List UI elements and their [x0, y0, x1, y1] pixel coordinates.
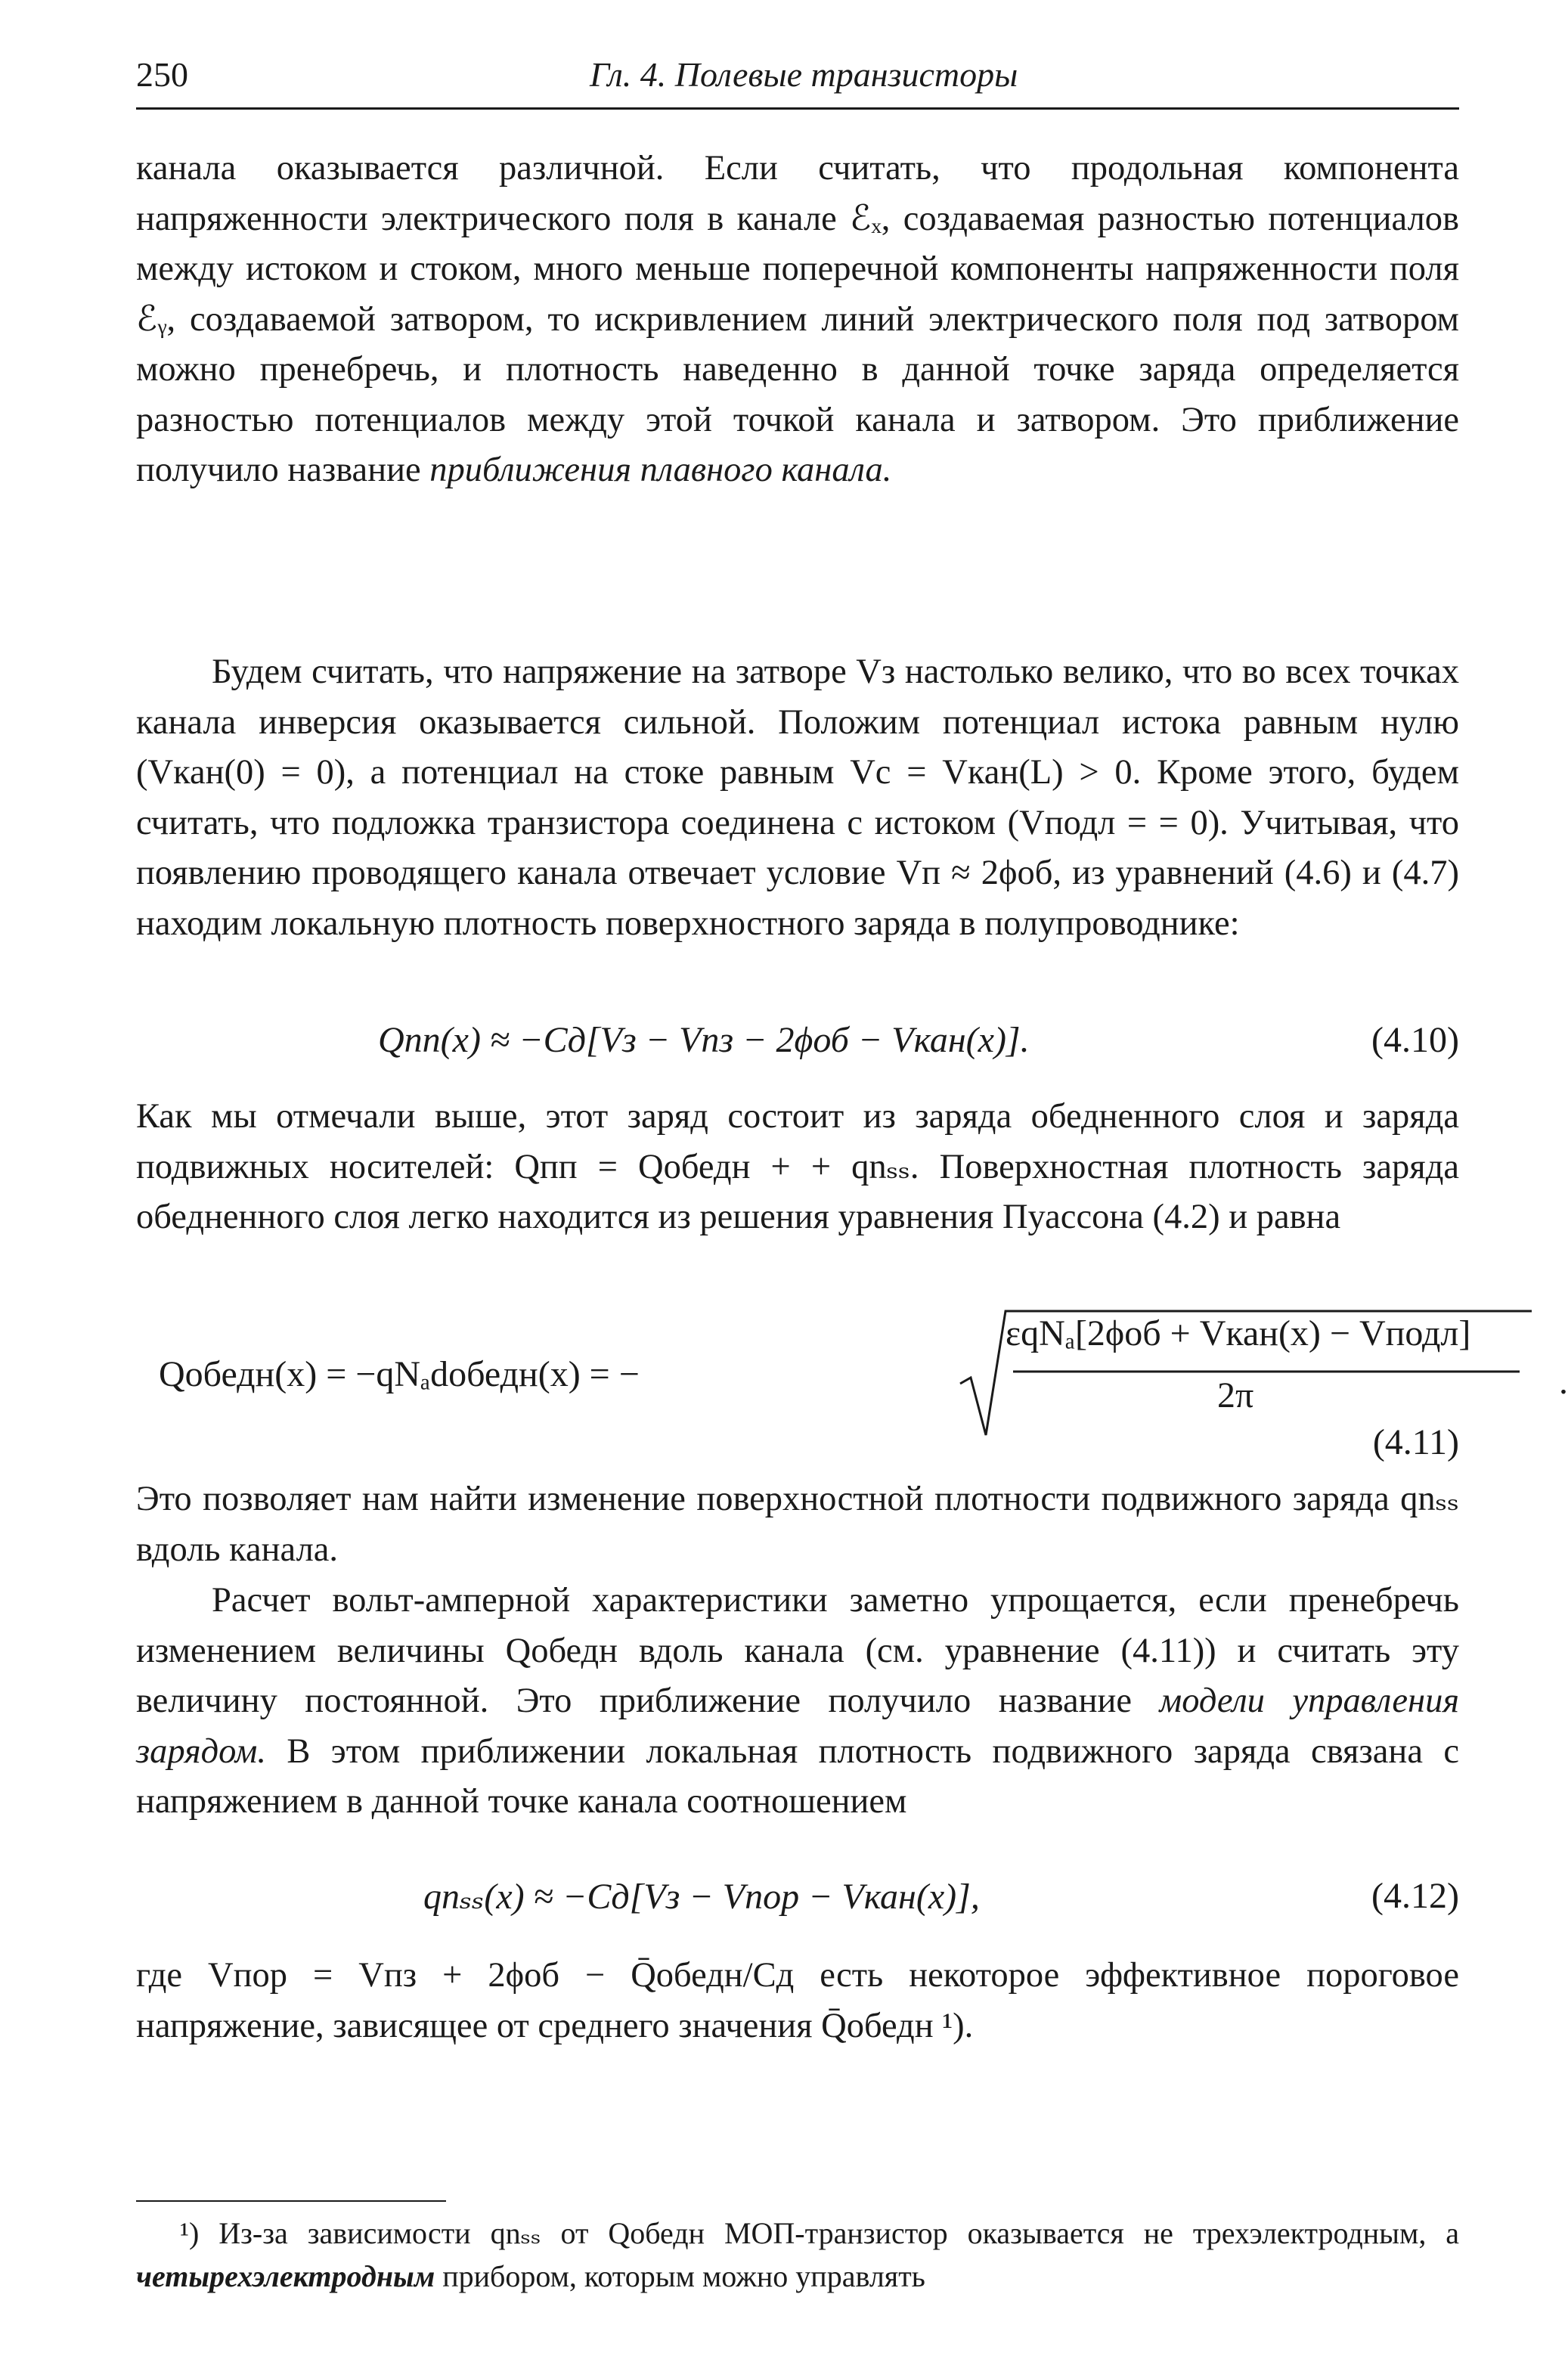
equation-4-12-body: qnₛₛ(x) ≈ −Cд[Vз − Vпор − Vкан(x)], — [423, 1877, 980, 1917]
paragraph-5-text-after: В этом приближении локальная плотность подвижного заряда связана с напряжением в данной точке канала соотношением — [136, 1731, 1460, 1821]
equation-4-11 — [136, 1308, 1568, 1462]
equation-4-10 — [136, 1019, 1459, 1069]
paragraph-5-text: Расчет вольт-амперной характеристики заметно упрощается, если пренебречь изменением величины Qобедн вдоль канала (см. уравнение (4.11)) и считать эту величину постоянной. Это приближение получило название — [136, 1581, 1459, 1720]
equation-4-12-number: (4.12) — [1371, 1876, 1459, 1916]
running-title: Гл. 4. Полевые транзисторы — [590, 55, 1018, 94]
paragraph-4 — [136, 1474, 1459, 1575]
paragraph-1 — [136, 144, 1459, 647]
footnote-italic: четырехэлектродным — [136, 2259, 435, 2293]
page-number: 250 — [136, 55, 188, 94]
equation-4-11-lhs: Qобедн(x) = −qNₐdобедн(x) = − — [159, 1354, 640, 1394]
footnote-separator — [136, 2200, 446, 2202]
paragraph-6 — [136, 1951, 1459, 2051]
footnote-text-after: прибором, которым можно управлять — [442, 2259, 925, 2293]
equation-4-12 — [136, 1875, 1459, 1925]
paragraph-4-text: Это позволяет нам найти изменение поверхностной плотности подвижного заряда qnₛₛ вдоль канала. — [136, 1480, 1459, 1569]
paragraph-1-italic: приближения плавного канала. — [429, 451, 892, 489]
paragraph-3-text: Как мы отмечали выше, этот заряд состоит из заряда обедненного слоя и заряда подвижных носителей: Qпп = Qобедн + + qnₛₛ. Поверхностная плотность заряда обедненного слоя легко находится из решения уравнения Пуассона (4.2) и равна — [136, 1097, 1459, 1236]
equation-4-11-numerator: εqNₐ[2ϕоб + Vкан(x) − Vподл] — [1006, 1313, 1471, 1353]
footnote-text: ¹) Из-за зависимости qnₛₛ от Qобедн МОП-транзистор оказывается не трехэлектродным, а — [180, 2216, 1459, 2250]
paragraph-3 — [136, 1092, 1459, 1243]
equation-4-10-number: (4.10) — [1371, 1020, 1459, 1060]
equation-4-11-fraction — [960, 1308, 1535, 1437]
paragraph-5-italic: модели управления зарядом. — [136, 1682, 1459, 1771]
equation-4-10-body: Qпп(x) ≈ −Cд[Vз − Vпз − 2ϕоб − Vкан(x)]. — [378, 1020, 1030, 1060]
paragraph-5 — [136, 1576, 1459, 1828]
page-header — [136, 54, 1459, 110]
paragraph-1-text: канала оказывается различной. Если считать, что продольная компонента напряженности электрического поля в канале ℰₓ, создаваемая разностью потенциалов между истоком и стоком, много меньше поперечной компоненты напряженности поля ℰᵧ, создаваемой затвором, то искривлением линий электрического поля под затвором можно пренебречь, и плотность наведенно в данной точке заряда определяется разностью потенциалов между этой точкой канала и затвором. Это приближение получило название — [136, 149, 1459, 489]
equation-4-11-period: . — [1559, 1362, 1568, 1402]
footnote — [136, 2212, 1459, 2298]
paragraph-2-text: Будем считать, что напряжение на затворе Vз настолько велико, что во всех точках канала инверсия оказывается сильной. Положим потенциал истока равным нулю (Vкан(0) = 0), а потенциал на стоке равным Vс = Vкан(L) > 0. Кроме этого, будем считать, что подложка транзистора соединена с истоком (Vподл = = 0). Учитывая, что появлению проводящего канала отвечает условие Vп ≈ 2ϕоб, из уравнений (4.6) и (4.7) находим локальную плотность поверхностного заряда в полупроводнике: — [136, 653, 1459, 943]
paragraph-2 — [136, 647, 1459, 949]
equation-4-11-denominator: 2π — [1217, 1375, 1254, 1415]
paragraph-6-text: где Vпор = Vпз + 2ϕоб − Q̄обедн/Cд есть некоторое эффективное пороговое напряжение, зависящее от среднего значения Q̄обедн ¹). — [136, 1956, 1459, 2045]
equation-4-11-number: (4.11) — [1372, 1422, 1459, 1462]
